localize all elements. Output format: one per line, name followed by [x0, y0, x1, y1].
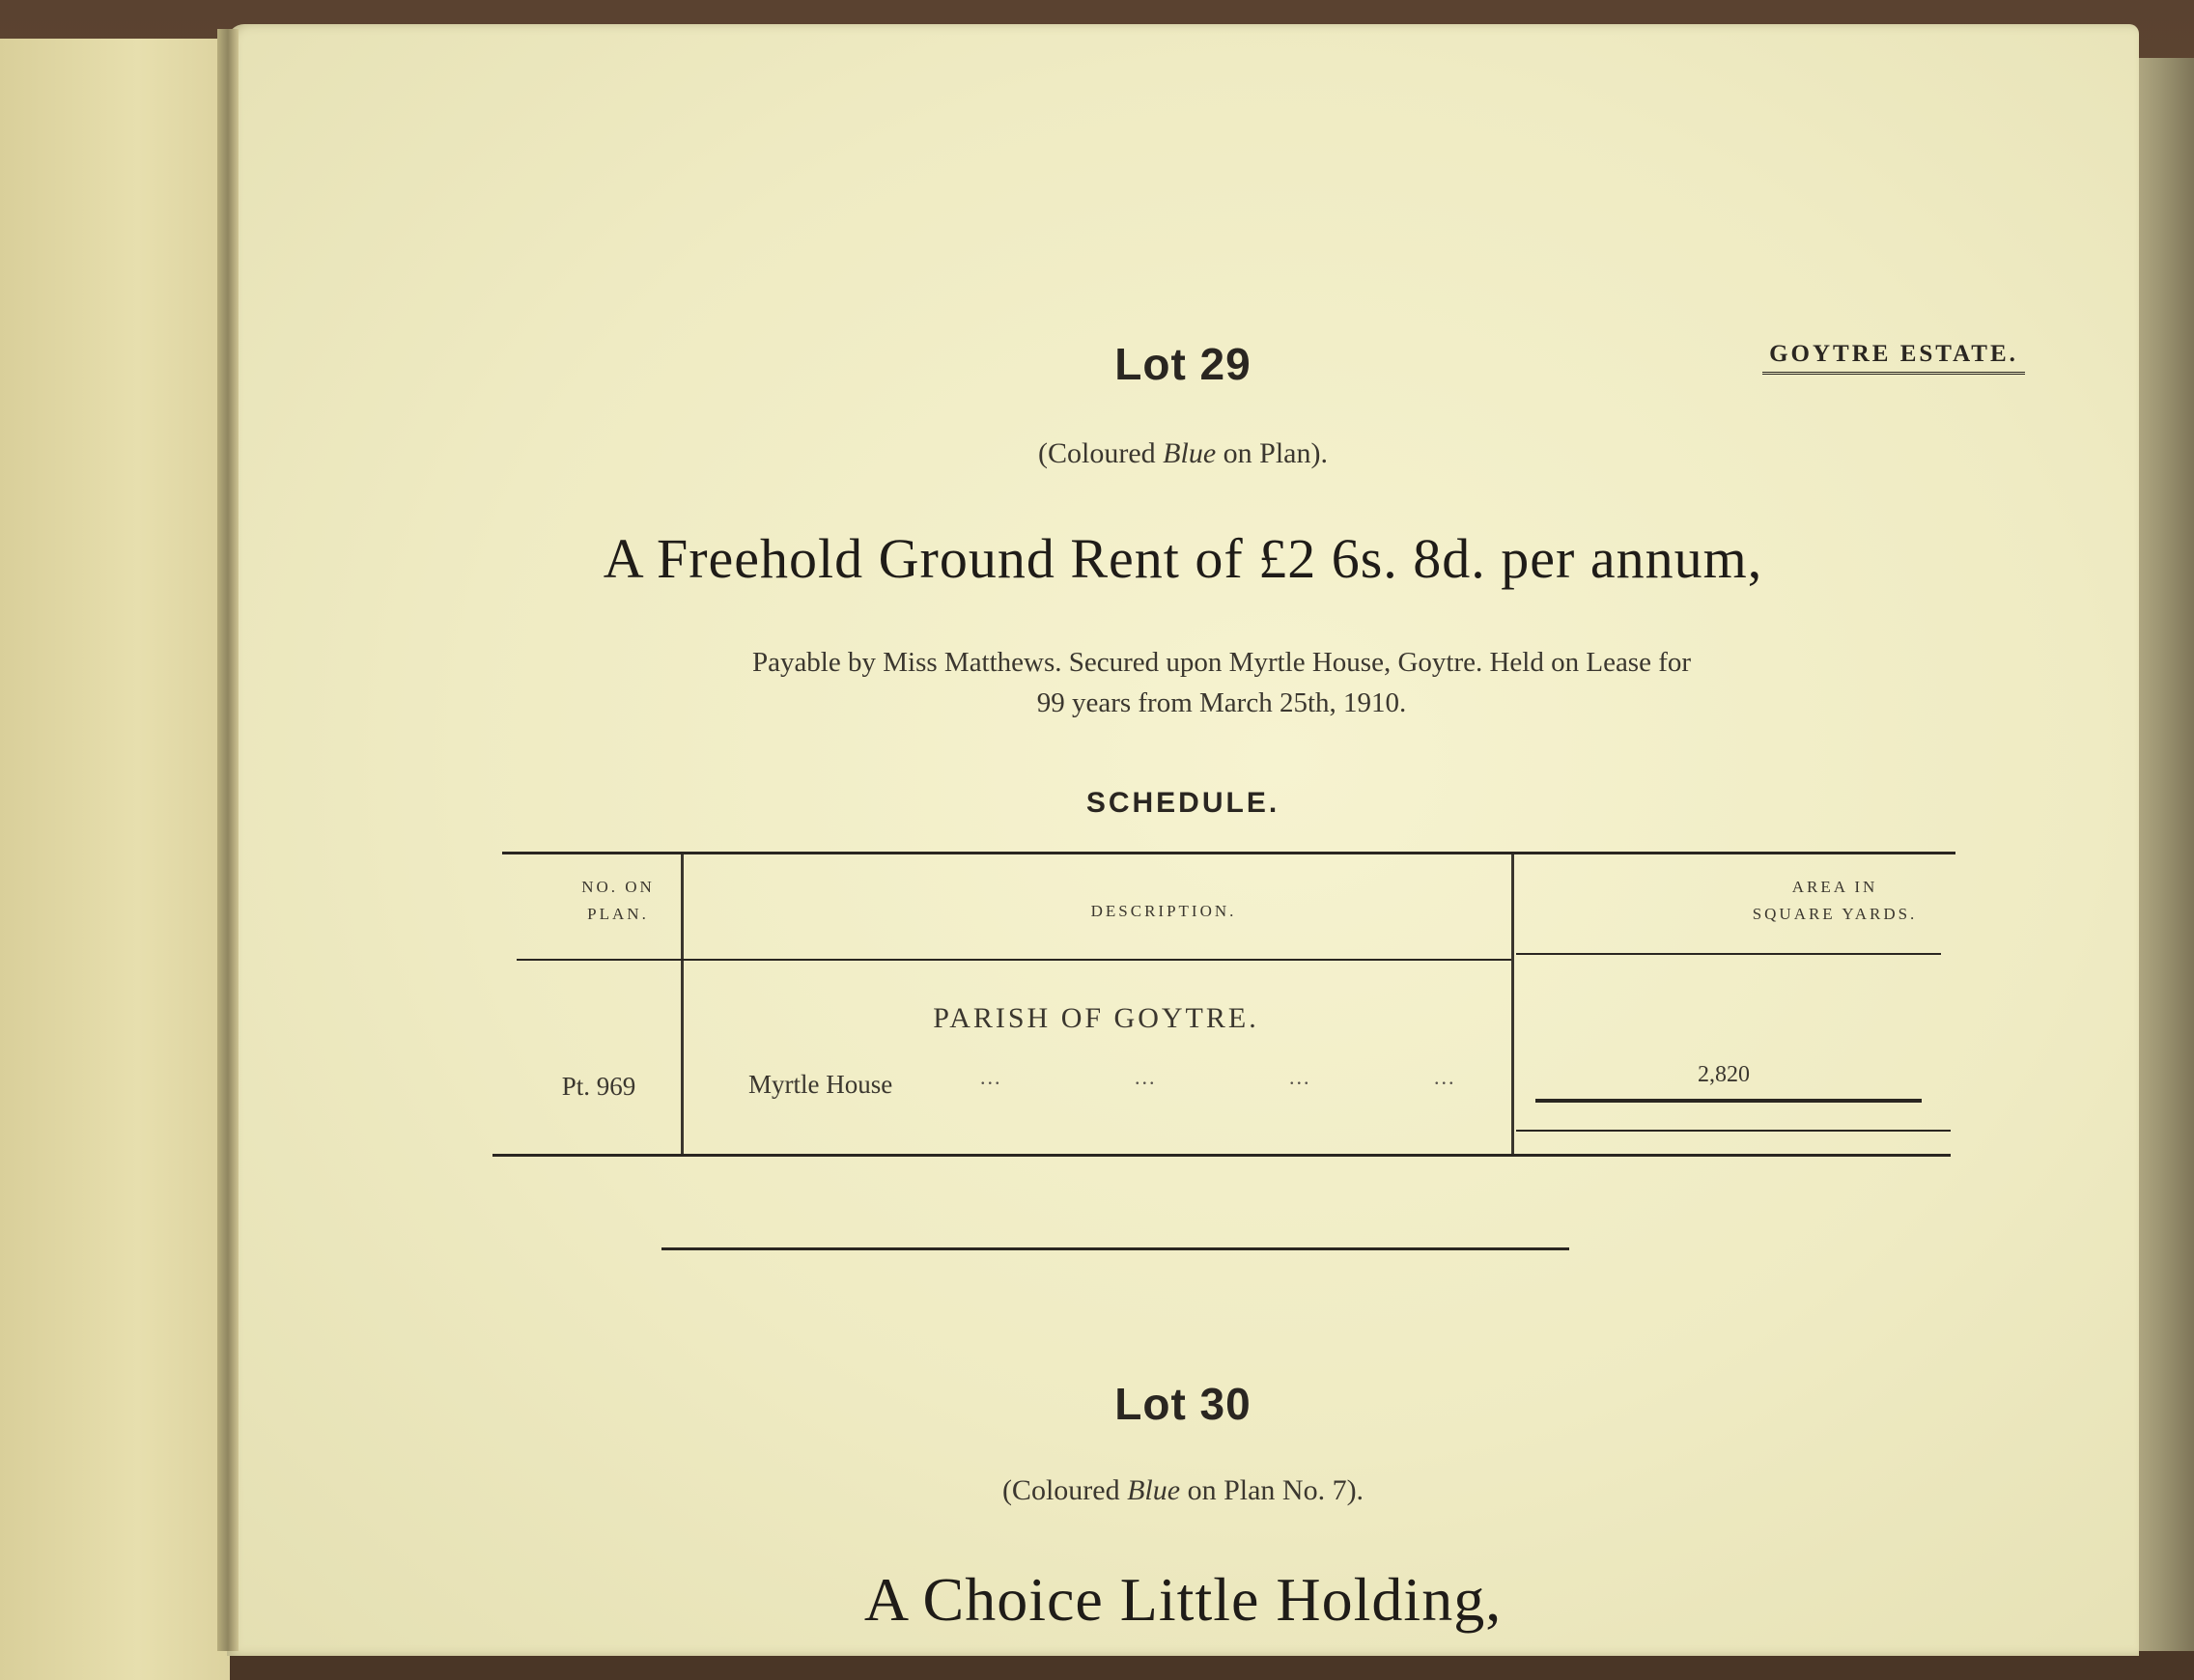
coloured-italic: Blue	[1127, 1474, 1181, 1506]
col-header-no-on-plan-line-2: PLAN.	[587, 905, 649, 923]
table-bottom-rule	[492, 1154, 1951, 1157]
leader-dots-3: ...	[1289, 1065, 1311, 1089]
header-rule-left	[517, 959, 1511, 961]
leader-dots-2: ...	[1135, 1065, 1157, 1089]
col-header-area-line-2: SQUARE YARDS.	[1752, 905, 1918, 923]
section-divider	[661, 1247, 1569, 1250]
parish-heading: PARISH OF GOYTRE.	[933, 1002, 1259, 1034]
area-bottom-rule	[1516, 1130, 1951, 1132]
book-gutter	[217, 29, 239, 1651]
coloured-suffix: on Plan).	[1216, 437, 1328, 469]
column-divider-2	[1511, 854, 1514, 1154]
col-header-area	[1719, 874, 1951, 928]
header-rule-right	[1516, 953, 1941, 955]
row-area: 2,820	[1698, 1062, 1750, 1087]
previous-page-edge	[0, 39, 230, 1680]
lot-30-coloured-note	[227, 1474, 2139, 1507]
table-top-rule	[502, 852, 1955, 854]
payable-line-2: 99 years from March 25th, 1910.	[1036, 687, 1407, 718]
catalogue-page	[227, 24, 2139, 1656]
row-plan-no: Pt. 969	[561, 1072, 636, 1101]
lot-30-title: Lot 30	[1114, 1379, 1252, 1429]
leader-dots-4: ...	[1434, 1065, 1456, 1089]
row-description: Myrtle House	[748, 1070, 893, 1099]
schedule-title: SCHEDULE.	[1085, 787, 1280, 819]
leader-dots-1: ...	[980, 1065, 1002, 1089]
coloured-suffix: on Plan No. 7).	[1180, 1474, 1364, 1506]
col-header-description: DESCRIPTION.	[1090, 902, 1237, 920]
col-header-no-on-plan-line-1: NO. ON	[581, 878, 655, 896]
lot-29-title: Lot 29	[1114, 339, 1252, 389]
lot-29-headline: A Freehold Ground Rent of £2 6s. 8d. per annum,	[603, 527, 1763, 590]
lot-29-coloured-note	[227, 437, 2139, 470]
payable-line-1: Payable by Miss Matthews. Secured upon Myrtle House, Goytre. Held on Lease for	[751, 647, 1692, 678]
estate-label: GOYTRE ESTATE.	[1762, 341, 2025, 375]
col-header-area-line-1: AREA IN	[1791, 878, 1878, 896]
lot-29-description	[415, 642, 2028, 723]
lot-30-headline: A Choice Little Holding,	[863, 1565, 1503, 1634]
coloured-prefix: (Coloured	[1001, 1474, 1128, 1506]
area-total-rule	[1535, 1099, 1922, 1103]
coloured-italic: Blue	[1163, 437, 1217, 469]
coloured-prefix: (Coloured	[1038, 437, 1164, 469]
